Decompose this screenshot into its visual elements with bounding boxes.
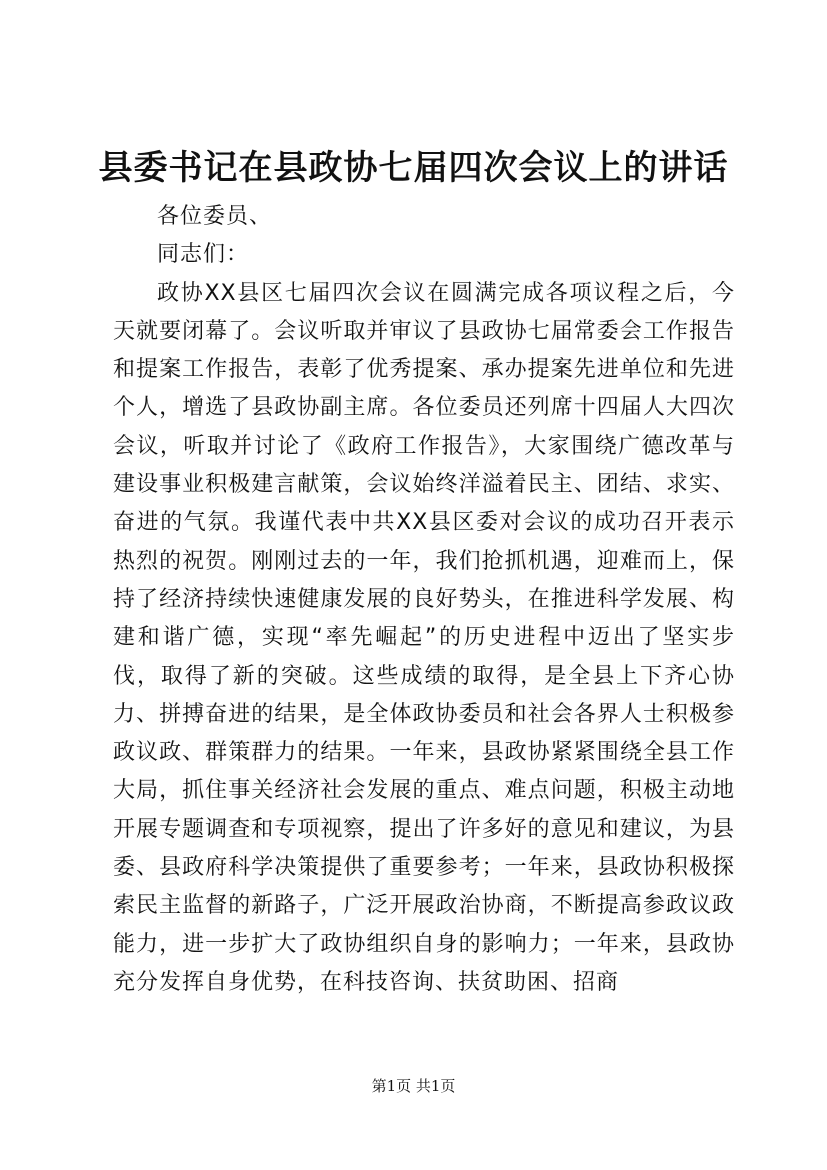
salutation-line-1: 各位委员、 — [157, 204, 273, 229]
document-body — [113, 198, 735, 1002]
salutation-line-2: 同志们： — [157, 242, 250, 268]
document-title: 县委书记在县政协七届四次会议上的讲话 — [98, 148, 729, 188]
page-number-footer: 第1页 共1页 — [371, 1077, 456, 1095]
body-paragraph: 政协XX县区七届四次会议在圆满完成各项议程之后，今天就要闭幕了。会议听取并审议了县政协七届常委会工作报告和提案工作报告，表彰了优秀提案、承办提案先进单位和先进个人，增选了县政协副主席。各位委员还列席十四届人大四次会议，听取并讨论了《政府工作报告》，大家围绕广德改革与建设事业积极建言献策，会议始终洋溢着民主、团结、求实、奋进的气氛。我谨代表中共XX县区委对会议的成功召开表示热烈的祝贺。刚刚过去的一年，我们抢抓机遇，迎难而上，保持了经济持续快速健康发展的良好势头，在推进科学发展、构建和谐广德，实现“率先崛起”的历史进程中迈出了坚实步伐，取得了新的突破。这些成绩的取得，是全县上下齐心协力、拼搏奋进的结果，是全体政协委员和社会各界人士积极参政议政、群策群力的结果。一年来，县政协紧紧围绕全县工作大局，抓住事关经济社会发展的重点、难点问题，积极主动地开展专题调查和专项视察，提出了许多好的意见和建议，为县委、县政府科学决策提供了重要参考；一年来，县政协积极探索民主监督的新路子，广泛开展政治协商，不断提高参政议政能力，进一步扩大了政协组织自身的影响力；一年来，县政协充分发挥自身优势，在科技咨询、扶贫助困、招商 — [113, 280, 735, 995]
